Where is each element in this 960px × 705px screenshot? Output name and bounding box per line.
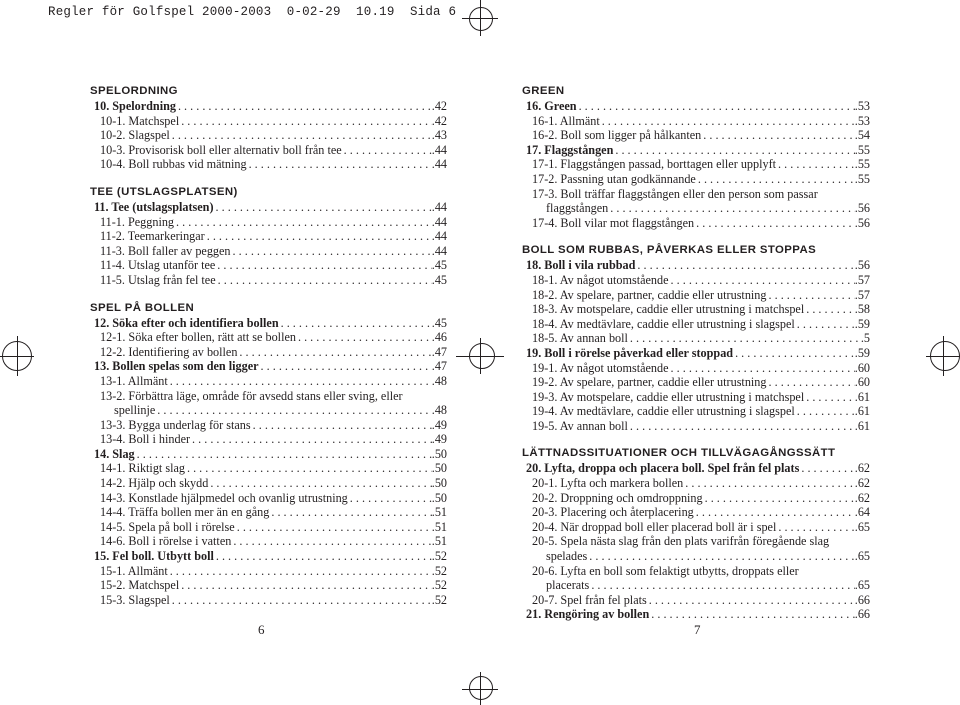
toc-entry-title: 15-3. Slagspel (100, 592, 170, 607)
section-heading: GREEN (522, 85, 565, 97)
toc-entry (90, 593, 447, 608)
toc-page-ref: .66 (854, 607, 870, 622)
toc-entry-title: 10-4. Boll rubbas vid mätning (100, 157, 247, 172)
dot-leader (269, 505, 431, 520)
dot-leader (696, 172, 855, 187)
dot-leader (608, 201, 854, 216)
toc-page-ref: .53 (854, 99, 870, 113)
toc-entry-title: 14-2. Hjälp och skydd (100, 476, 209, 491)
toc-entry-title: 17. Flaggstången (526, 142, 614, 157)
toc-entry (522, 476, 870, 491)
toc-entry-title: 14-6. Boll i rörelse i vatten (100, 534, 232, 549)
dot-leader (205, 229, 432, 244)
toc-entry (522, 201, 870, 216)
toc-entry (522, 288, 870, 303)
toc-entry-title: 20-2. Droppning och omdroppning (532, 490, 703, 505)
toc-entry-title: 18-5. Av annan boll (532, 331, 628, 346)
toc-page-ref: .55 (854, 142, 870, 157)
toc-entry (90, 359, 447, 374)
toc-entry (90, 432, 447, 447)
toc-entry-title: 15. Fel boll. Utbytt boll (94, 549, 214, 564)
toc-entry-title: 14-3. Konstlade hjälpmedel och ovanlig utrustning (100, 490, 348, 505)
dot-leader (231, 534, 431, 549)
dot-leader (208, 476, 431, 491)
toc-entry (522, 404, 870, 419)
toc-entry (90, 520, 447, 535)
dot-leader (155, 403, 431, 418)
toc-entry (522, 419, 870, 434)
toc-page-ref: .65 (854, 578, 870, 593)
toc-entry-continuation: placerats (546, 578, 590, 593)
dot-leader (251, 418, 432, 433)
dot-leader (647, 593, 855, 608)
toc-entry (90, 374, 447, 389)
toc-entry (90, 447, 447, 462)
dot-leader (190, 432, 432, 447)
registration-mark-icon (462, 672, 498, 705)
toc-entry-title: 14-5. Spela på boll i rörelse (100, 519, 235, 534)
toc-entry (90, 99, 447, 114)
toc-entry (90, 330, 447, 345)
toc-entry-title: 10-1. Matchspel (100, 113, 180, 128)
toc-page-ref: .43 (431, 128, 447, 143)
toc-page-ref: .51 (431, 505, 447, 520)
toc-entry-title: 18. Boll i vila rubbad (526, 258, 636, 273)
toc-page-ref: .64 (854, 505, 870, 520)
toc-entry (522, 273, 870, 288)
toc-page-ref: .47 (431, 344, 447, 359)
toc-entry-title: 19-2. Av spelare, partner, caddie eller utrustning (532, 375, 767, 390)
dot-leader (214, 549, 432, 564)
toc-page-ref: .55 (854, 171, 870, 186)
toc-entry (522, 99, 870, 114)
toc-entry-title: 20-3. Placering och återplacering (532, 505, 694, 520)
toc-left-page (90, 84, 447, 607)
toc-page-ref: .47 (431, 359, 447, 374)
toc-page-ref: .56 (854, 258, 870, 273)
toc-entry (90, 128, 447, 143)
dot-leader (683, 476, 854, 491)
toc-entry-title: 20-7. Spel från fel plats (532, 592, 647, 607)
toc-entry-title: 12. Söka efter och identifiera bollen (94, 315, 279, 330)
toc-page-ref: .60 (854, 360, 870, 375)
dot-leader (577, 99, 855, 114)
toc-entry-continuation: spellinje (114, 403, 156, 418)
toc-page-ref: .65 (854, 549, 870, 564)
toc-entry-title: 20-6. Lyfta en boll som felaktigt utbytts, droppats eller (532, 563, 799, 578)
toc-entry (522, 520, 870, 535)
toc-entry (90, 244, 447, 259)
dot-leader (279, 316, 432, 331)
toc-entry (90, 564, 447, 579)
dot-leader (613, 143, 854, 158)
dot-leader (235, 520, 432, 535)
dot-leader (589, 578, 854, 593)
toc-page-ref: .62 (854, 476, 870, 491)
toc-entry (522, 578, 870, 593)
toc-entry (90, 534, 447, 549)
dot-leader (231, 244, 432, 259)
dot-leader (237, 345, 431, 360)
toc-entry (90, 258, 447, 273)
toc-page-ref: .52 (431, 563, 447, 578)
toc-entry (522, 607, 870, 622)
toc-entry (90, 157, 447, 172)
dot-leader (635, 258, 854, 273)
toc-entry-title: 14. Slag (94, 446, 135, 461)
toc-page-ref: .59 (854, 345, 870, 360)
toc-page-ref: .44 (431, 243, 447, 258)
dot-leader (176, 99, 432, 114)
toc-page-ref: .44 (431, 214, 447, 229)
toc-right-page (522, 84, 870, 622)
dot-leader (767, 375, 855, 390)
toc-entry-title: 20. Lyfta, droppa och placera boll. Spel från fel plats (526, 461, 800, 476)
toc-entry-title: 19-4. Av medtävlare, caddie eller utrustning i slagspel (532, 404, 795, 419)
toc-entry (90, 143, 447, 158)
dot-leader (170, 593, 432, 608)
toc-entry (90, 215, 447, 230)
toc-entry (522, 346, 870, 361)
toc-entry-title: 17-1. Flaggstången passad, borttagen eller upplyft (532, 157, 777, 172)
page-number-right: 7 (694, 622, 701, 637)
toc-entry-continuation: spelades (546, 549, 588, 564)
dot-leader (776, 157, 855, 172)
toc-entry-title: 13. Bollen spelas som den ligger (94, 359, 259, 374)
toc-entry-title: 11-4. Utslag utanför tee (100, 258, 216, 273)
toc-page-ref: .58 (854, 302, 870, 317)
toc-entry-title: 18-4. Av medtävlare, caddie eller utrustning i slagspel (532, 316, 795, 331)
toc-entry-title: 12-2. Identifiering av bollen (100, 344, 238, 359)
toc-page-ref: .46 (431, 330, 447, 345)
toc-entry (522, 390, 870, 405)
dot-leader (669, 361, 855, 376)
page-number-left: 6 (258, 622, 265, 637)
toc-entry (522, 361, 870, 376)
toc-entry-title: 20-5. Spela nästa slag från den plats varifrån föregående slag (532, 534, 830, 549)
toc-page-ref: .62 (854, 461, 870, 476)
toc-page-ref: .52 (431, 592, 447, 607)
toc-entry-title: 19. Boll i rörelse påverkad eller stoppad (526, 345, 734, 360)
toc-entry (522, 317, 870, 332)
toc-page-ref: .62 (854, 490, 870, 505)
toc-entry-title: 17-2. Passning utan godkännande (532, 171, 696, 186)
toc-entry (522, 593, 870, 608)
toc-entry-title: 19-5. Av annan boll (532, 418, 628, 433)
toc-page-ref: .61 (854, 418, 870, 433)
toc-page-ref: .49 (431, 417, 447, 432)
dot-leader (694, 216, 855, 231)
section-heading: TEE (UTSLAGSPLATSEN) (90, 185, 238, 198)
dot-leader (804, 302, 855, 317)
toc-entry-title: 11. Tee (utslagsplatsen) (94, 199, 214, 214)
toc-entry-title: 20-4. När droppad boll eller placerad boll är i spel (532, 519, 777, 534)
dot-leader (247, 157, 432, 172)
toc-entry-title: 10-2. Slagspel (100, 128, 170, 143)
toc-entry (522, 143, 870, 158)
toc-page-ref: .61 (854, 404, 870, 419)
dot-leader (342, 143, 432, 158)
dot-leader (649, 607, 855, 622)
dot-leader (799, 461, 854, 476)
toc-page-ref: .50 (431, 446, 447, 461)
dot-leader (694, 505, 855, 520)
toc-page-ref: .56 (854, 215, 870, 230)
toc-page-ref: .57 (854, 272, 870, 287)
toc-entry-title: 18-1. Av något utomstående (532, 272, 669, 287)
toc-entry-title: 11-1. Peggning (100, 214, 175, 229)
dot-leader (795, 317, 855, 332)
toc-entry-title: 10-3. Provisorisk boll eller alternativ boll från tee (100, 142, 342, 157)
toc-entry-continuation: flaggstången (546, 201, 609, 216)
toc-page-ref: .44 (431, 199, 447, 214)
toc-entry (90, 114, 447, 129)
print-header: Regler för Golfspel 2000-2003 0-02-29 10.19 Sida 6 (48, 5, 457, 19)
dot-leader (135, 447, 432, 462)
toc-page-ref: .60 (854, 375, 870, 390)
toc-page-ref: .61 (854, 389, 870, 404)
toc-page-ref: .52 (431, 578, 447, 593)
toc-entry-title: 11-3. Boll faller av peggen (100, 243, 231, 258)
toc-page-ref: .42 (431, 113, 447, 128)
toc-page-ref: .55 (854, 157, 870, 172)
dot-leader (214, 200, 432, 215)
toc-entry-title: 16-2. Boll som ligger på hålkanten (532, 128, 702, 143)
toc-page-ref: .50 (431, 476, 447, 491)
toc-page-ref: .54 (854, 128, 870, 143)
dot-leader (776, 520, 854, 535)
toc-entry (90, 273, 447, 288)
toc-entry-title: 15-2. Matchspel (100, 578, 180, 593)
toc-entry (522, 375, 870, 390)
dot-leader (179, 578, 432, 593)
toc-entry-title: 13-4. Boll i hinder (100, 432, 191, 447)
section-heading: LÄTTNADSSITUATIONER OCH TILLVÄGAGÅNGSSÄTT (522, 447, 836, 460)
toc-entry-title: 15-1. Allmänt (100, 563, 168, 578)
toc-entry-title: 11-2. Teemarkeringar (100, 229, 205, 244)
registration-mark-icon (462, 0, 498, 36)
toc-entry (522, 258, 870, 273)
dot-leader (628, 331, 861, 346)
toc-page-ref: .45 (431, 272, 447, 287)
toc-entry (90, 491, 447, 506)
toc-page-ref: .56 (854, 201, 870, 216)
dot-leader (628, 419, 855, 434)
toc-page-ref: .51 (431, 519, 447, 534)
dot-leader (174, 215, 432, 230)
toc-entry-title: 14-1. Riktigt slag (100, 461, 185, 476)
toc-entry (522, 549, 870, 564)
dot-leader (168, 374, 432, 389)
dot-leader (168, 564, 432, 579)
toc-entry (90, 505, 447, 520)
section-heading: BOLL SOM RUBBAS, PÅVERKAS ELLER STOPPAS (522, 244, 817, 257)
dot-leader (795, 404, 855, 419)
toc-page-ref: .49 (431, 432, 447, 447)
dot-leader (348, 491, 432, 506)
toc-page-ref: .48 (431, 403, 447, 418)
dot-leader (804, 390, 855, 405)
section-heading: SPEL PÅ BOLLEN (90, 301, 195, 314)
toc-entry (522, 331, 870, 346)
toc-entry-title: 13-3. Bygga underlag för stans (100, 417, 251, 432)
dot-leader (185, 461, 432, 476)
toc-page-ref: .45 (431, 315, 447, 330)
dot-leader (703, 491, 855, 506)
toc-page-ref: .44 (431, 229, 447, 244)
toc-entry (522, 216, 870, 231)
dot-leader (296, 330, 432, 345)
dot-leader (767, 288, 855, 303)
toc-entry (90, 345, 447, 360)
toc-page-ref: .59 (854, 316, 870, 331)
toc-entry-title: 13-1. Allmänt (100, 373, 168, 388)
toc-entry (90, 418, 447, 433)
toc-page-ref: .51 (431, 534, 447, 549)
toc-entry (522, 114, 870, 129)
toc-entry-title: 12-1. Söka efter bollen, rätt att se bollen (100, 330, 296, 345)
toc-entry (90, 461, 447, 476)
toc-entry-title: 11-5. Utslag från fel tee (100, 272, 216, 287)
toc-entry-title: 21. Rengöring av bollen (526, 607, 650, 622)
toc-entry (522, 128, 870, 143)
registration-mark-icon (926, 336, 960, 376)
toc-entry (522, 172, 870, 187)
dot-leader (259, 359, 432, 374)
toc-entry-title: 14-4. Träffa bollen mer än en gång (100, 505, 270, 520)
toc-page-ref: .66 (854, 592, 870, 607)
toc-entry (90, 229, 447, 244)
toc-page-ref: .44 (431, 157, 447, 172)
dot-leader (216, 273, 432, 288)
dot-leader (587, 549, 854, 564)
toc-entry (522, 302, 870, 317)
section-heading: SPELORDNING (90, 85, 178, 97)
toc-page-ref: .45 (431, 258, 447, 273)
toc-entry (90, 549, 447, 564)
dot-leader (215, 258, 431, 273)
dot-leader (733, 346, 855, 361)
toc-page-ref: .50 (431, 490, 447, 505)
toc-entry (90, 316, 447, 331)
toc-entry-title: 19-1. Av något utomstående (532, 360, 669, 375)
toc-entry-title: 18-2. Av spelare, partner, caddie eller utrustning (532, 287, 767, 302)
toc-page-ref: .52 (431, 549, 447, 564)
toc-page-ref: .57 (854, 287, 870, 302)
toc-entry-title: 16. Green (526, 99, 577, 113)
toc-entry (90, 578, 447, 593)
toc-page-ref: .5 (860, 331, 870, 346)
toc-page-ref: .44 (431, 142, 447, 157)
dot-leader (600, 114, 855, 129)
toc-entry-title: 19-3. Av motspelare, caddie eller utrustning i matchspel (532, 389, 805, 404)
toc-entry-title: 13-2. Förbättra läge, område för avsedd stans eller sving, eller (100, 388, 403, 403)
toc-entry (90, 403, 447, 418)
toc-entry-title: 18-3. Av motspelare, caddie eller utrustning i matchspel (532, 302, 805, 317)
registration-mark-icon (456, 338, 504, 374)
toc-entry (522, 461, 870, 476)
toc-entry (90, 476, 447, 491)
toc-entry (522, 491, 870, 506)
toc-entry-title: 10. Spelordning (94, 99, 176, 113)
dot-leader (170, 128, 432, 143)
toc-entry-title: 17-3. Boll träffar flaggstången eller den person som passar (532, 186, 818, 201)
dot-leader (179, 114, 432, 129)
toc-entry-title: 17-4. Boll vilar mot flaggstången (532, 215, 695, 230)
dot-leader (669, 273, 855, 288)
toc-page-ref: .50 (431, 461, 447, 476)
toc-entry (90, 200, 447, 215)
toc-entry-title: 16-1. Allmänt (532, 113, 600, 128)
registration-mark-icon (0, 336, 34, 376)
toc-page-ref: .42 (431, 99, 447, 113)
toc-page-ref: .53 (854, 113, 870, 128)
toc-entry (522, 157, 870, 172)
dot-leader (701, 128, 855, 143)
toc-entry (522, 505, 870, 520)
toc-page-ref: .48 (431, 373, 447, 388)
toc-page-ref: .65 (854, 519, 870, 534)
toc-entry-title: 20-1. Lyfta och markera bollen (532, 476, 684, 491)
